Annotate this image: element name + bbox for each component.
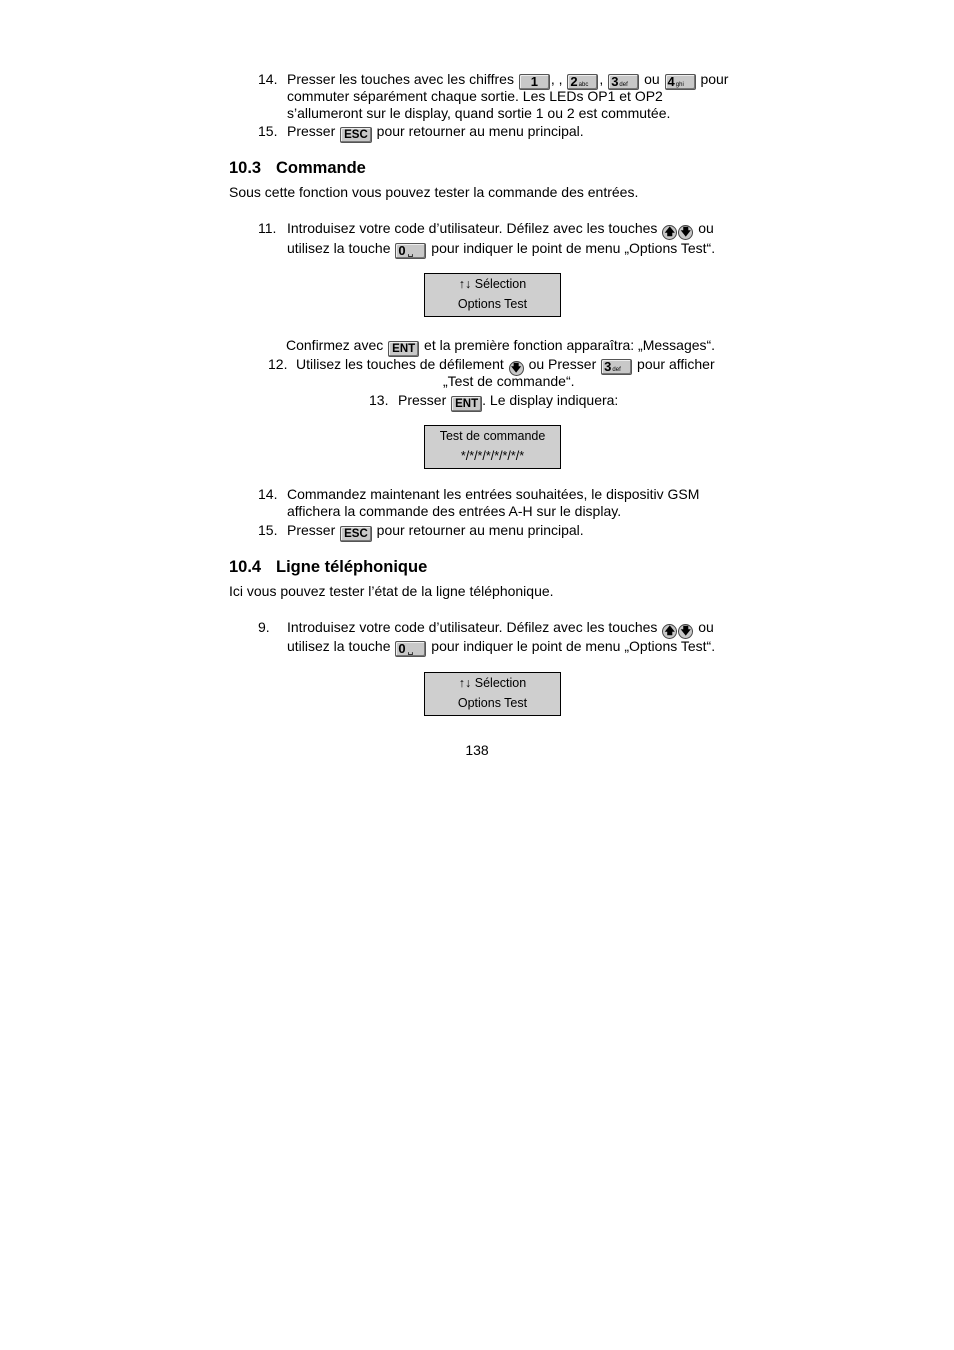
text: Presser les touches avec les chiffres	[287, 71, 514, 87]
text: Introduisez votre code d’utilisateur. Défilez avec les touches	[287, 220, 658, 236]
lcd-line-2: Options Test	[457, 297, 528, 311]
down-arrow-key-icon: 🡇	[509, 361, 524, 376]
list-item-14-line2: affichera la commande des entrées A-H sur le display.	[287, 503, 622, 519]
down-arrow-key-icon: 🡇	[678, 624, 693, 639]
up-arrow-key-icon: 🡅	[662, 225, 677, 240]
text: Presser	[398, 392, 447, 408]
esc-key-icon: ESC	[340, 127, 372, 143]
lcd-line-1: Test de commande	[439, 429, 546, 443]
list-number: 11.	[258, 220, 277, 236]
text: ou	[644, 71, 660, 87]
text: Presser	[287, 522, 336, 538]
section-intro: Sous cette fonction vous pouvez tester la commande des entrées.	[229, 184, 639, 200]
section-number: 10.3	[229, 159, 262, 177]
lcd-display	[424, 672, 561, 716]
list-item-14-line1: Commandez maintenant les entrées souhaitées, le dispositiv GSM	[287, 486, 700, 502]
text: ou	[698, 220, 714, 236]
list-item-15	[287, 123, 584, 143]
space-bar-icon: ␣	[407, 645, 414, 655]
key-1-icon: 1	[519, 74, 550, 90]
lcd-line-2: Options Test	[457, 696, 528, 710]
text: Utilisez les touches de défilement	[296, 356, 504, 372]
lcd-display	[424, 273, 561, 317]
list-item-12-line2: „Test de commande“.	[443, 373, 575, 389]
text: et la première fonction apparaîtra: „Messages“.	[424, 337, 716, 353]
section-heading-10-4	[229, 558, 427, 577]
lcd-display	[424, 425, 561, 469]
ent-key-icon: ENT	[451, 396, 482, 412]
text: ou	[698, 619, 714, 635]
text: ,	[599, 71, 604, 87]
key-3-icon: 3def	[608, 74, 639, 90]
page-number: 138	[465, 742, 489, 758]
text: utilisez la touche	[287, 240, 391, 256]
list-number: 9.	[258, 619, 270, 635]
key-4-icon: 4ghi	[665, 74, 696, 90]
text: pour retourner au menu principal.	[376, 522, 584, 538]
list-number: 15.	[258, 522, 278, 538]
list-number: 12.	[268, 356, 288, 372]
text: pour retourner au menu principal.	[376, 123, 584, 139]
list-number: 15.	[258, 123, 278, 139]
list-item-15	[287, 522, 584, 542]
text: Introduisez votre code d’utilisateur. Défilez avec les touches	[287, 619, 658, 635]
ent-key-icon: ENT	[388, 341, 419, 357]
space-bar-icon: ␣	[407, 247, 414, 257]
key-3-icon: 3def	[601, 359, 632, 375]
lcd-line-2: */*/*/*/*/*/*/*	[460, 449, 525, 463]
key-0-space-icon: 0 ␣	[395, 641, 426, 657]
list-item-11-line2	[287, 240, 715, 259]
text: pour	[700, 71, 729, 87]
text: ou Presser	[528, 356, 597, 372]
list-item-14-line2: commuter séparément chaque sortie. Les LEDs OP1 et OP2	[287, 88, 663, 104]
text: pour indiquer le point de menu „Options Test“.	[431, 240, 716, 256]
list-number: 13.	[369, 392, 389, 408]
up-arrow-key-icon: 🡅	[662, 624, 677, 639]
key-0-space-icon: 0 ␣	[395, 243, 426, 259]
list-item-9-line2	[287, 638, 715, 657]
section-title: Ligne téléphonique	[276, 558, 428, 576]
text: pour indiquer le point de menu „Options Test“.	[431, 638, 716, 654]
list-item-9-line1	[287, 619, 714, 639]
list-number: 14.	[258, 71, 278, 87]
text: pour afficher	[637, 356, 715, 372]
text: , ,	[550, 71, 563, 87]
text: utilisez la touche	[287, 638, 391, 654]
text: Presser	[287, 123, 336, 139]
text: . Le display indiquera:	[482, 392, 619, 408]
section-intro: Ici vous pouvez tester l’état de la ligne téléphonique.	[229, 583, 554, 599]
down-arrow-key-icon: 🡇	[678, 225, 693, 240]
list-number: 14.	[258, 486, 278, 502]
section-heading-10-3	[229, 159, 366, 178]
key-2-icon: 2abc	[567, 74, 598, 90]
lcd-line-1: ↑↓ Sélection	[458, 277, 527, 291]
text: Confirmez avec	[286, 337, 384, 353]
list-item-11-line1	[287, 220, 714, 240]
section-number: 10.4	[229, 558, 262, 576]
list-item-13	[398, 392, 618, 412]
lcd-line-1: ↑↓ Sélection	[458, 676, 527, 690]
list-item-14-line3: s’allumeront sur le display, quand sortie 1 ou 2 est commutée.	[287, 105, 671, 121]
esc-key-icon: ESC	[340, 526, 372, 542]
section-title: Commande	[276, 159, 366, 177]
confirm-line	[286, 337, 715, 357]
